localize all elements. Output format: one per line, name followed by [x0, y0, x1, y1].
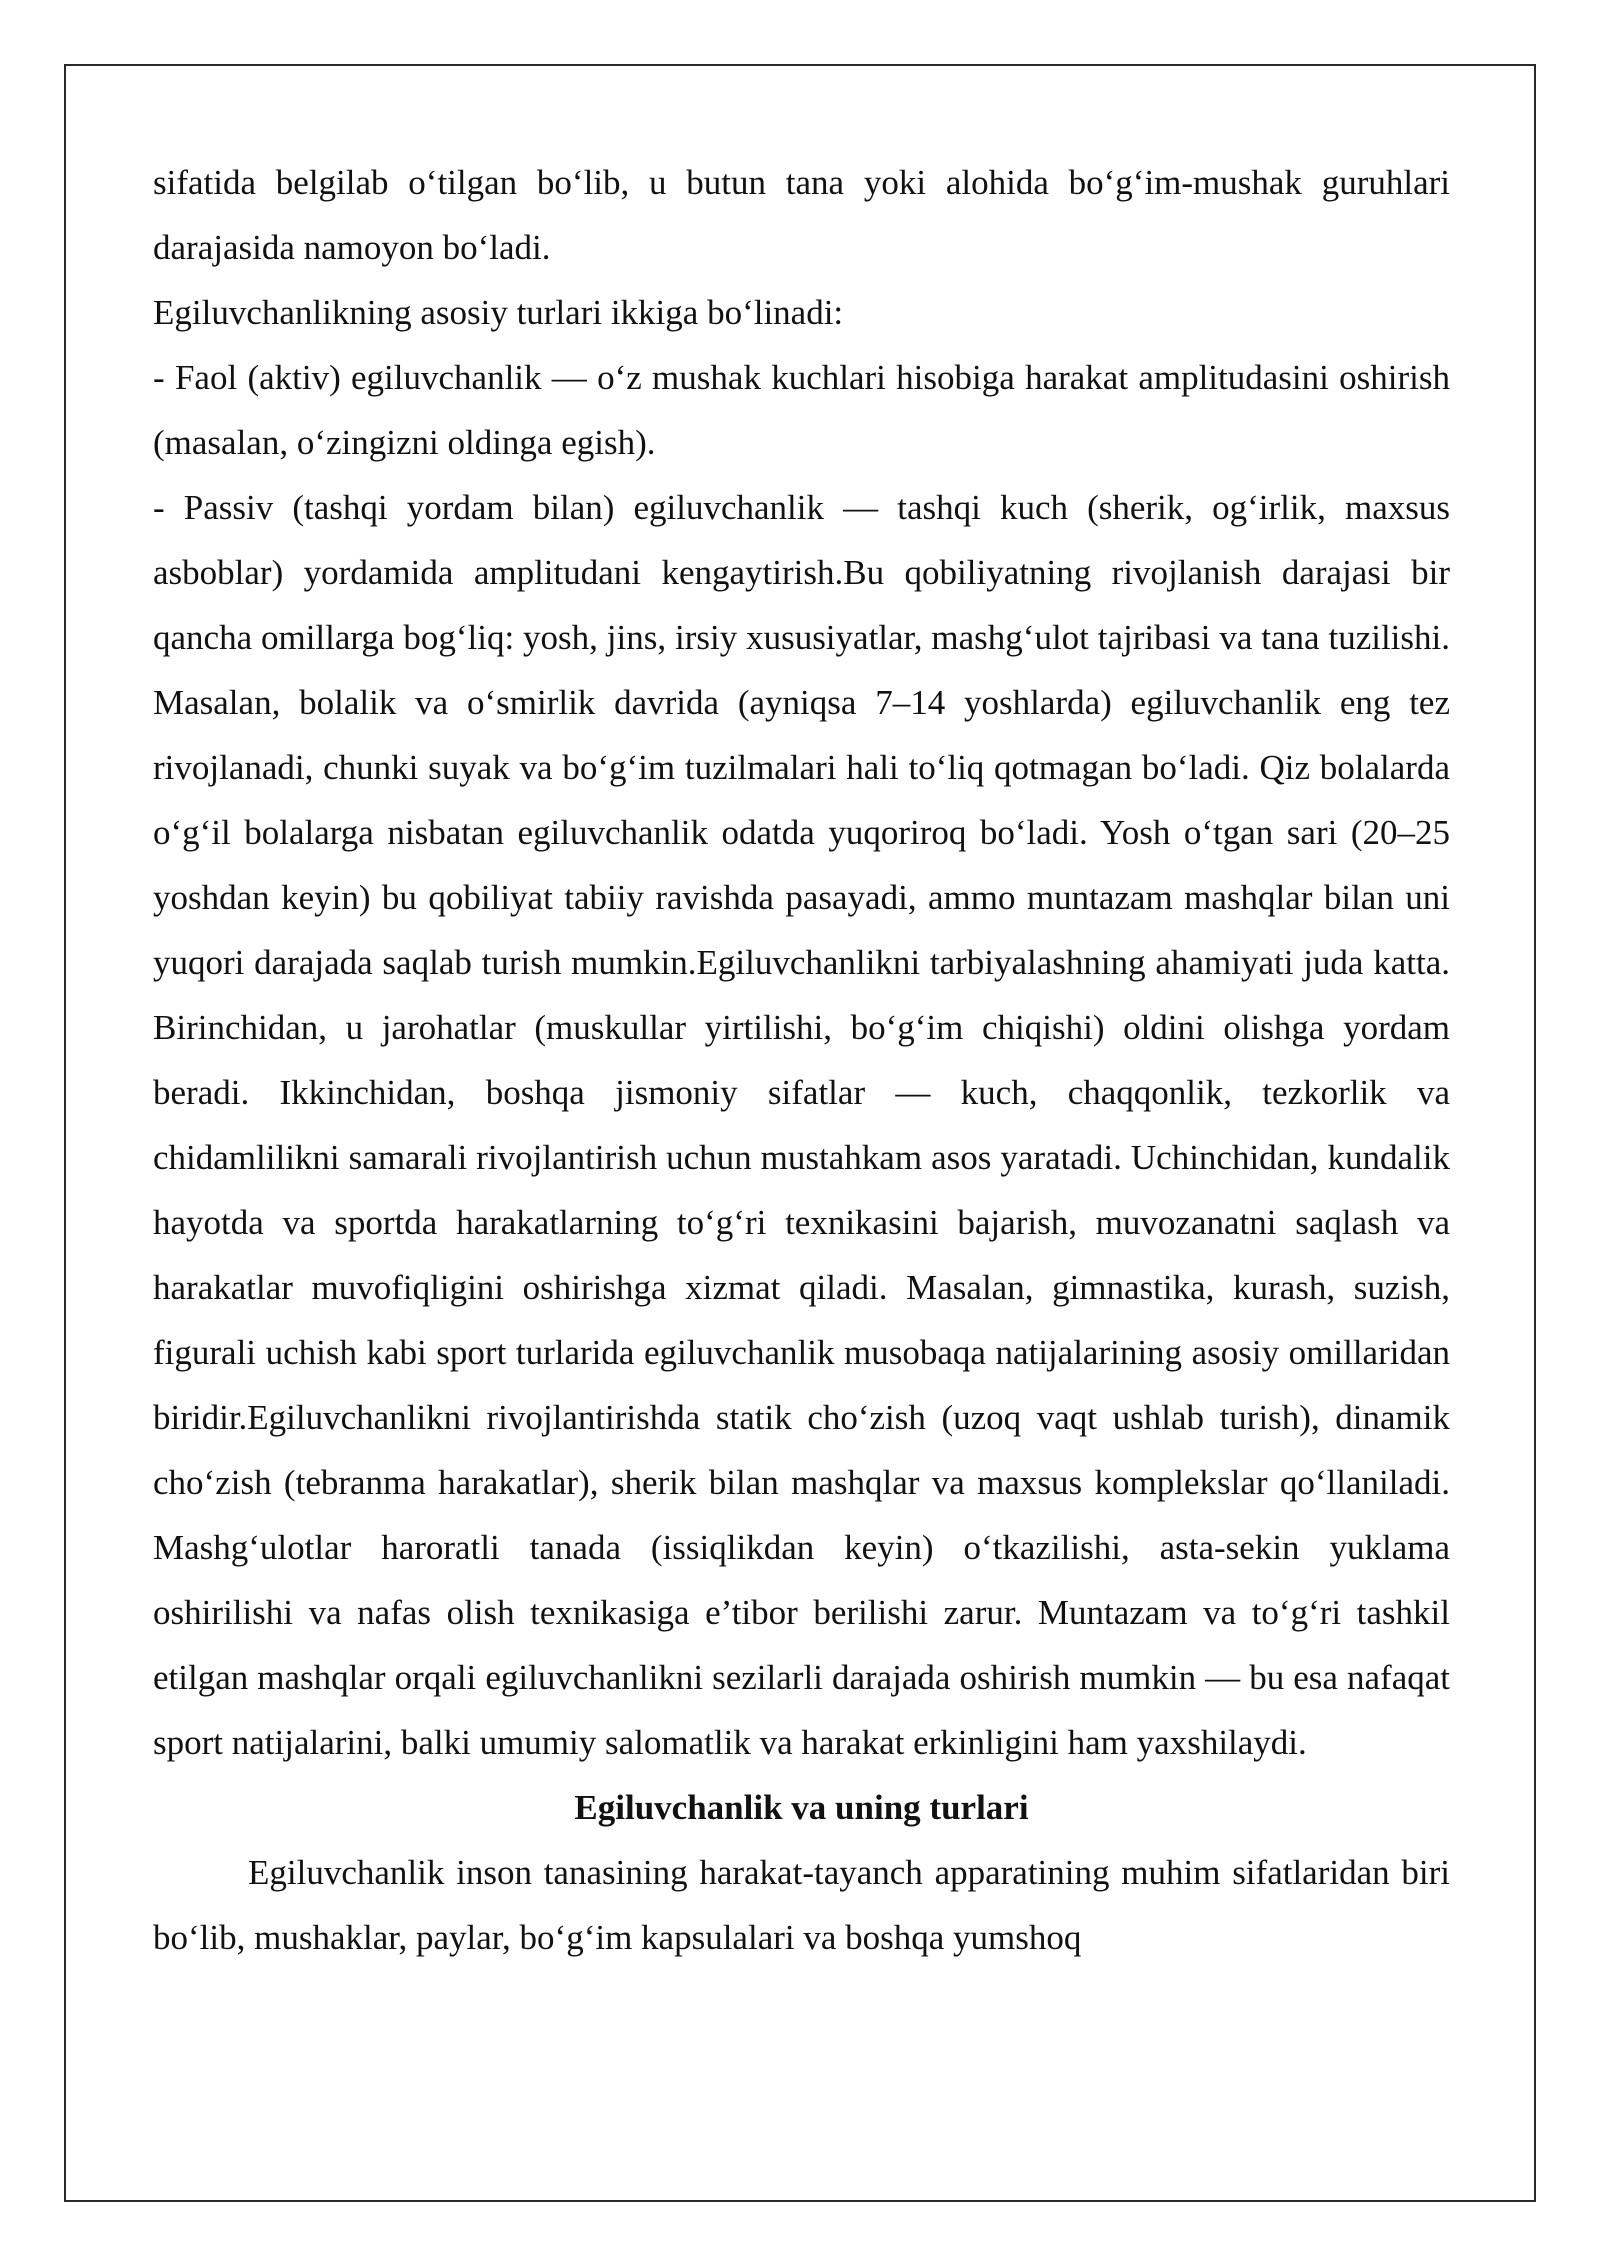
- document-body: [153, 150, 1450, 1970]
- paragraph-continuation: sifatida belgilab o‘tilgan bo‘lib, u butun tana yoki alohida bo‘g‘im-mushak guruhlari darajasida namoyon bo‘ladi.: [153, 163, 1450, 267]
- paragraph-section-opening: Egiluvchanlik inson tanasining harakat-tayanch apparatining muhim sifatlaridan biri bo‘lib, mushaklar, paylar, bo‘g‘im kapsulalari va boshqa yumshoq: [153, 1853, 1450, 1957]
- paragraph-passive-flexibility: - Passiv (tashqi yordam bilan) egiluvchanlik — tashqi kuch (sherik, og‘irlik, maxsus asboblar) yordamida amplitudani kengaytirish.Bu qobiliyatning rivojlanish darajasi bir qancha omillarga bog‘liq: yosh, jins, irsiy xususiyatlar, mashg‘ulot tajribasi va tana tuzilishi. Masalan, bolalik va o‘smirlik davrida (ayniqsa 7–14 yoshlarda) egiluvchanlik eng tez rivojlanadi, chunki suyak va bo‘g‘im tuzilmalari hali to‘liq qotmagan bo‘ladi. Qiz bolalarda o‘g‘il bolalarga nisbatan egiluvchanlik odatda yuqoriroq bo‘ladi. Yosh o‘tgan sari (20–25 yoshdan keyin) bu qobiliyat tabiiy ravishda pasayadi, ammo muntazam mashqlar bilan uni yuqori darajada saqlab turish mumkin.Egiluvchanlikni tarbiyalashning ahamiyati juda katta. Birinchidan, u jarohatlar (muskullar yirtilishi, bo‘g‘im chiqishi) oldini olishga yordam beradi. Ikkinchidan, boshqa jismoniy sifatlar — kuch, chaqqonlik, tezkorlik va chidamlilikni samarali rivojlantirish uchun mustahkam asos yaratadi. Uchinchidan, kundalik hayotda va sportda harakatlarning to‘g‘ri texnikasini bajarish, muvozanatni saqlash va harakatlar muvofiqligini oshirishga xizmat qiladi. Masalan, gimnastika, kurash, suzish, figurali uchish kabi sport turlarida egiluvchanlik musobaqa natijalarining asosiy omillaridan biridir.Egiluvchanlikni rivojlantirishda statik cho‘zish (uzoq vaqt ushlab turish), dinamik cho‘zish (tebranma harakatlar), sherik bilan mashqlar va maxsus komplekslar qo‘llaniladi. Mashg‘ulotlar haroratli tanada (issiqlikdan keyin) o‘tkazilishi, asta-sekin yuklama oshirilishi va nafas olish texnikasiga e’tibor berilishi zarur. Muntazam va to‘g‘ri tashkil etilgan mashqlar orqali egiluvchanlikni sezilarli darajada oshirish mumkin — bu esa nafaqat sport natijalarini, balki umumiy salomatlik va harakat erkinligini ham yaxshilaydi.: [153, 488, 1450, 1762]
- section-heading: Egiluvchanlik va uning turlari: [574, 1788, 1029, 1827]
- paragraph-types-intro: Egiluvchanlikning asosiy turlari ikkiga bo‘linadi:: [153, 293, 844, 332]
- paragraph-active-flexibility: - Faol (aktiv) egiluvchanlik — o‘z mushak kuchlari hisobiga harakat amplitudasini oshirish (masalan, o‘zingizni oldinga egish).: [153, 358, 1450, 462]
